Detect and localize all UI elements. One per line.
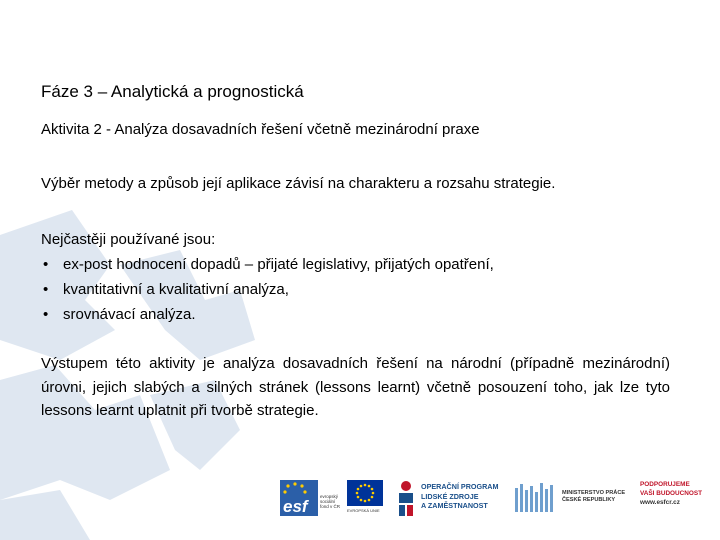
list-item: • ex-post hodnocení dopadů – přijaté legislativy, přijatých opatření, [41, 252, 494, 277]
esf-caption-line: evropský [320, 494, 339, 499]
esf-caption [320, 494, 350, 509]
support-slogan [640, 480, 702, 507]
list-item: • srovnávací analýza. [41, 302, 494, 327]
conclusion-paragraph: Výstupem této aktivity je analýza dosavadních řešení na národní (případně mezinárodní) úrovni, jejich slabých a silných stránek (lessons learnt) včetně posouzení toho, jak lze tyto lessons learnt uplatnit při tvorbě strategie. [41, 355, 670, 419]
list-intro: Nejčastěji používané jsou: [41, 231, 216, 248]
activity-heading: Aktivita 2 - Analýza dosavadních řešení včetně mezinárodní praxe [41, 121, 480, 138]
esf-caption-line: fond v ČR [320, 504, 341, 509]
esf-logo-icon [280, 480, 318, 516]
slide-title: Fáze 3 – Analytická a prognostická [41, 82, 304, 101]
op-program-text [421, 482, 498, 511]
footer-logo-strip [0, 470, 720, 540]
ministry-text [562, 490, 625, 504]
op-line: OPERAČNÍ PROGRAM [421, 482, 499, 491]
esf-logo-text: esf [283, 497, 308, 516]
op-line: LIDSKÉ ZDROJE [421, 491, 479, 501]
eu-caption: EVROPSKÁ UNIE [347, 508, 380, 513]
op-program-icon [396, 480, 416, 516]
esf-caption-line: sociální [320, 499, 336, 504]
methods-list-block [41, 227, 494, 327]
methods-list [41, 252, 494, 327]
method-paragraph: Výběr metody a způsob její aplikace závisí na charakteru a rozsahu strategie. [41, 175, 556, 192]
eu-flag-icon [347, 480, 383, 506]
list-item: • kvantitativní a kvalitativní analýza, [41, 277, 494, 302]
support-url: www.esfcr.cz [640, 499, 680, 506]
op-line: A ZAMĚSTNANOST [421, 501, 488, 510]
support-line: VAŠI BUDOUCNOST [640, 490, 703, 497]
ministry-line: MINISTERSTVO PRÁCE [562, 490, 626, 496]
ministry-line: ČESKÉ REPUBLIKY [562, 497, 616, 503]
ministry-logo-icon [515, 480, 555, 514]
support-line: PODPORUJEME [640, 481, 690, 488]
